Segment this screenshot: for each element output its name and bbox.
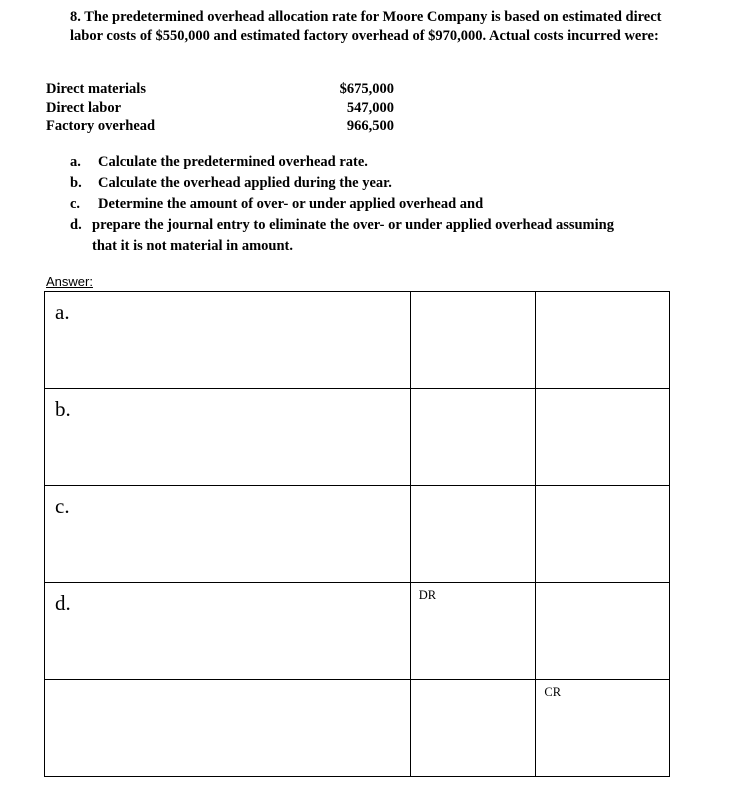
debit-credit-label xyxy=(411,389,536,394)
answer-cell[interactable] xyxy=(410,680,536,777)
answer-table xyxy=(44,291,670,777)
cost-row-factory-overhead xyxy=(46,117,416,136)
debit-credit-label xyxy=(411,486,536,491)
answer-cell[interactable] xyxy=(536,389,670,486)
cost-label: Factory overhead xyxy=(46,118,156,134)
debit-credit-label xyxy=(411,292,536,297)
answer-cell[interactable] xyxy=(45,583,411,680)
row-letter: b. xyxy=(55,397,71,421)
part-text: Calculate the overhead applied during the year. xyxy=(98,175,392,191)
answer-cell[interactable] xyxy=(45,292,411,389)
cost-label: Direct labor xyxy=(46,99,122,116)
cost-value: 966,500 xyxy=(346,118,394,134)
part-a xyxy=(70,152,630,173)
answer-row-e xyxy=(45,680,670,777)
debit-credit-label xyxy=(536,389,669,394)
answer-cell[interactable] xyxy=(410,486,536,583)
answer-cell[interactable] xyxy=(45,486,411,583)
row-letter xyxy=(45,680,410,688)
debit-credit-label xyxy=(411,680,536,685)
actual-costs-list xyxy=(46,80,416,136)
row-letter: d. xyxy=(55,591,71,615)
answer-cell[interactable] xyxy=(410,583,536,680)
answer-row-b xyxy=(45,389,670,486)
answer-cell[interactable] xyxy=(45,389,411,486)
answer-cell[interactable] xyxy=(536,680,670,777)
row-letter: c. xyxy=(55,494,70,518)
answer-cell[interactable] xyxy=(536,583,670,680)
question-text: 8. The predetermined overhead allocation rate for Moore Company is based on estimated direct labor costs of $550,000 and estimated factory overhead of $970,000. Actual costs incurred were: xyxy=(70,9,662,44)
part-letter: c. xyxy=(70,196,81,212)
row-letter: a. xyxy=(55,300,70,324)
answer-cell[interactable] xyxy=(45,680,411,777)
answer-row-a xyxy=(45,292,670,389)
answer-row-c xyxy=(45,486,670,583)
part-d xyxy=(70,215,630,257)
credit-label: CR xyxy=(544,685,562,699)
answer-cell[interactable] xyxy=(536,292,670,389)
answer-label: Answer: xyxy=(46,274,93,289)
question-parts xyxy=(70,152,630,257)
part-b xyxy=(70,173,630,194)
part-text: Calculate the predetermined overhead rate. xyxy=(98,154,368,170)
cost-row-direct-labor xyxy=(46,99,416,118)
answer-cell[interactable] xyxy=(410,389,536,486)
part-letter: b. xyxy=(70,175,82,191)
part-letter: d. xyxy=(70,217,82,233)
debit-credit-label xyxy=(536,583,669,588)
answer-row-d xyxy=(45,583,670,680)
debit-credit-label xyxy=(536,292,669,297)
part-c xyxy=(70,194,630,215)
part-letter: a. xyxy=(70,154,81,170)
debit-credit-label xyxy=(536,486,669,491)
answer-cell[interactable] xyxy=(410,292,536,389)
cost-value: $675,000 xyxy=(339,81,394,97)
debit-label: DR xyxy=(418,588,437,602)
cost-value: 547,000 xyxy=(346,99,394,116)
answer-cell[interactable] xyxy=(536,486,670,583)
part-text: prepare the journal entry to eliminate the over- or under applied overhead assuming that it is not material in amount. xyxy=(92,217,614,254)
cost-label: Direct materials xyxy=(46,81,146,97)
cost-row-direct-materials xyxy=(46,80,416,99)
part-text: Determine the amount of over- or under applied overhead and xyxy=(98,196,484,212)
